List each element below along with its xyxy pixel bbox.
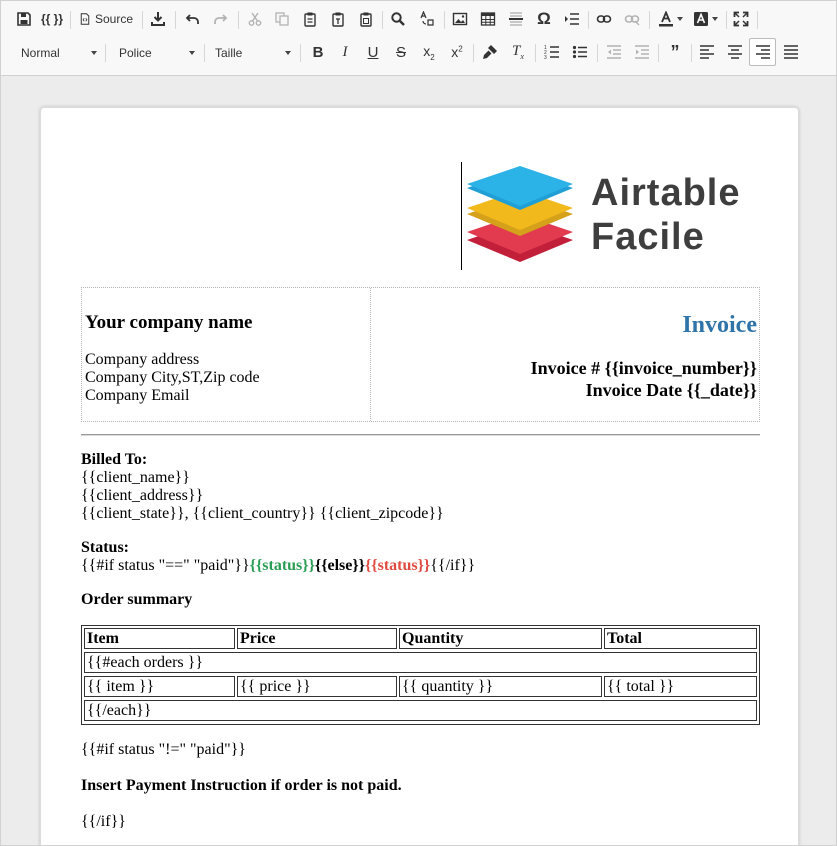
status-if-close: {{/if}} bbox=[430, 557, 476, 574]
status-heading: Status: bbox=[81, 539, 130, 556]
source-button[interactable] bbox=[76, 5, 136, 33]
indent-icon bbox=[634, 44, 650, 60]
client-address: {{client_address}} bbox=[81, 487, 204, 504]
align-center-icon bbox=[727, 44, 743, 60]
company-name: Your company name bbox=[85, 312, 253, 333]
editor-toolbar bbox=[1, 1, 836, 76]
logo-divider bbox=[461, 162, 462, 270]
ordered-list-icon bbox=[544, 44, 560, 60]
order-table bbox=[81, 625, 760, 725]
special-char-button[interactable] bbox=[533, 5, 555, 33]
toolbar-separator bbox=[691, 44, 692, 62]
font-select-value: Police bbox=[119, 46, 152, 60]
template-tags-button[interactable]: {{ }} bbox=[40, 12, 63, 26]
order-summary-heading: Order summary bbox=[81, 591, 193, 608]
toolbar-row-2 bbox=[1, 38, 836, 72]
payment-if-line: {{#if status "!=" "paid"}} bbox=[81, 741, 246, 758]
bulleted-list-button[interactable] bbox=[568, 38, 592, 66]
insert-image-button[interactable] bbox=[449, 5, 471, 33]
toolbar-separator bbox=[473, 44, 474, 62]
table-cell-quantity: {{ quantity }} bbox=[399, 676, 602, 697]
column-header-total: Total bbox=[604, 628, 757, 649]
svg-text:1: 1 bbox=[544, 45, 547, 51]
table-cell-total: {{ total }} bbox=[604, 676, 757, 697]
toolbar-separator bbox=[535, 44, 536, 62]
table-icon bbox=[480, 11, 496, 27]
copy-format-button[interactable] bbox=[478, 38, 502, 66]
clear-format-icon: $T_x$ bbox=[512, 43, 524, 61]
company-logo bbox=[461, 162, 761, 270]
column-header-price: Price bbox=[237, 628, 397, 649]
format-select[interactable] bbox=[15, 40, 101, 66]
clipboard-word-icon bbox=[358, 11, 374, 27]
page-break-icon bbox=[564, 11, 580, 27]
company-city: Company City,ST,Zip code bbox=[85, 369, 260, 386]
superscript-icon: $x^2$ bbox=[451, 44, 463, 60]
billed-to-heading: Billed To: bbox=[81, 451, 148, 468]
horizontal-line-button[interactable] bbox=[505, 5, 527, 33]
company-email: Company Email bbox=[85, 387, 190, 404]
paste-button[interactable] bbox=[299, 5, 321, 33]
magnifier-icon bbox=[390, 11, 406, 27]
redo-button[interactable] bbox=[208, 5, 232, 33]
undo-button[interactable] bbox=[181, 5, 205, 33]
invoice-number: Invoice # {{invoice_number}} bbox=[530, 358, 757, 378]
bold-button[interactable] bbox=[306, 38, 330, 66]
align-justify-button[interactable] bbox=[779, 38, 803, 66]
background-color-button[interactable] bbox=[689, 5, 721, 33]
clipboard-icon bbox=[302, 11, 318, 27]
paste-text-button[interactable] bbox=[327, 5, 349, 33]
chevron-down-icon bbox=[712, 17, 718, 21]
toolbar-separator bbox=[204, 44, 205, 62]
align-justify-icon bbox=[783, 44, 799, 60]
toolbar-separator bbox=[658, 44, 659, 62]
remove-format-button[interactable] bbox=[506, 38, 530, 66]
find-button[interactable] bbox=[387, 5, 409, 33]
chevron-down-icon bbox=[677, 17, 683, 21]
image-icon bbox=[452, 11, 468, 27]
insert-table-button[interactable] bbox=[477, 5, 499, 33]
header-table bbox=[81, 287, 760, 422]
svg-text:3: 3 bbox=[544, 55, 547, 60]
editor-canvas bbox=[1, 76, 836, 846]
logo-text-line-2: Facile bbox=[591, 216, 705, 258]
toolbar-separator bbox=[105, 44, 106, 62]
unlink-button[interactable] bbox=[621, 5, 643, 33]
text-color-icon bbox=[658, 11, 674, 27]
document-page[interactable] bbox=[40, 107, 799, 846]
horizontal-rule-icon bbox=[508, 11, 524, 27]
status-if-open: {{#if status "==" "paid"}} bbox=[81, 557, 250, 574]
invoice-info-cell bbox=[371, 288, 759, 421]
outdent-icon bbox=[606, 44, 622, 60]
company-address: Company address bbox=[85, 351, 200, 368]
paintbrush-icon bbox=[482, 44, 498, 60]
align-right-icon bbox=[755, 44, 771, 60]
status-condition bbox=[81, 557, 475, 575]
download-icon bbox=[150, 11, 166, 27]
toolbar-separator bbox=[175, 11, 176, 29]
source-code-icon bbox=[79, 13, 91, 25]
clipboard-text-icon bbox=[330, 11, 346, 27]
svg-text:2: 2 bbox=[544, 50, 547, 56]
toolbar-separator bbox=[726, 11, 727, 29]
toolbar-separator bbox=[142, 11, 143, 29]
chevron-down-icon bbox=[285, 51, 291, 55]
company-info-cell bbox=[82, 288, 371, 421]
toolbar-separator bbox=[444, 11, 445, 29]
format-select-value: Normal bbox=[21, 46, 60, 60]
client-location: {{client_state}}, {{client_country}} {{client_zipcode}} bbox=[81, 505, 444, 522]
divider-line bbox=[81, 434, 760, 436]
quote-icon: ” bbox=[670, 41, 680, 62]
size-select-value: Taille bbox=[215, 46, 243, 60]
table-cell-item: {{ item }} bbox=[84, 676, 235, 697]
toolbar-separator bbox=[382, 11, 383, 29]
column-header-item: Item bbox=[84, 628, 235, 649]
each-open-row: {{#each orders }} bbox=[84, 652, 757, 673]
page-break-button[interactable] bbox=[561, 5, 583, 33]
maximize-icon bbox=[733, 11, 749, 27]
paste-word-button[interactable] bbox=[355, 5, 377, 33]
layers-logo-icon bbox=[465, 164, 575, 264]
link-button[interactable] bbox=[593, 5, 615, 33]
status-unpaid-token: {{status}} bbox=[364, 557, 431, 574]
align-right-button[interactable] bbox=[749, 38, 776, 66]
subscript-button[interactable] bbox=[417, 38, 441, 66]
toolbar-separator bbox=[588, 11, 589, 29]
cut-button[interactable] bbox=[244, 5, 266, 33]
font-select[interactable] bbox=[113, 40, 199, 66]
replace-button[interactable] bbox=[415, 5, 439, 33]
each-close-row: {{/each}} bbox=[84, 700, 757, 721]
find-replace-icon bbox=[419, 11, 435, 27]
toolbar-separator bbox=[757, 11, 758, 29]
subscript-icon: $x_2$ bbox=[423, 42, 435, 62]
column-header-quantity: Quantity bbox=[399, 628, 602, 649]
copy-button[interactable] bbox=[271, 5, 293, 33]
link-icon bbox=[596, 11, 612, 27]
invoice-title: Invoice bbox=[682, 312, 757, 338]
toolbar-row-1 bbox=[1, 5, 836, 39]
scissors-icon bbox=[247, 11, 263, 27]
source-button-label: Source bbox=[94, 12, 134, 26]
toolbar-separator bbox=[70, 11, 71, 29]
status-else-token: {{else}} bbox=[314, 557, 365, 574]
chevron-down-icon bbox=[189, 51, 195, 55]
logo-text-line-1: Airtable bbox=[591, 172, 741, 214]
align-left-icon bbox=[699, 44, 715, 60]
numbered-list-button[interactable] bbox=[540, 38, 564, 66]
toolbar-separator bbox=[238, 11, 239, 29]
size-select[interactable] bbox=[209, 40, 295, 66]
invoice-date: Invoice Date {{_date}} bbox=[585, 380, 757, 400]
floppy-disk-icon bbox=[16, 11, 32, 27]
copy-icon bbox=[274, 11, 290, 27]
omega-icon: Ω bbox=[537, 9, 551, 28]
blockquote-button[interactable] bbox=[663, 38, 687, 66]
redo-icon bbox=[212, 11, 228, 27]
unlink-icon bbox=[624, 11, 640, 27]
toolbar-separator bbox=[300, 44, 301, 62]
align-left-button[interactable] bbox=[695, 38, 719, 66]
superscript-button[interactable] bbox=[445, 38, 469, 66]
indent-button[interactable] bbox=[630, 38, 654, 66]
strikethrough-button[interactable] bbox=[389, 38, 413, 66]
maximize-button[interactable] bbox=[730, 5, 752, 33]
payment-end-if: {{/if}} bbox=[81, 813, 126, 830]
italic-icon: I bbox=[342, 43, 348, 60]
chevron-down-icon bbox=[91, 51, 97, 55]
toolbar-separator bbox=[649, 11, 650, 29]
outdent-button[interactable] bbox=[602, 38, 626, 66]
underline-icon: U bbox=[367, 43, 379, 61]
table-cell-price: {{ price }} bbox=[237, 676, 397, 697]
payment-instruction: Insert Payment Instruction if order is not paid. bbox=[81, 777, 402, 794]
strikethrough-icon: S bbox=[395, 43, 406, 61]
italic-button[interactable] bbox=[333, 38, 357, 66]
undo-icon bbox=[185, 11, 201, 27]
bold-icon: B bbox=[312, 43, 324, 61]
status-paid-token: {{status}} bbox=[249, 557, 315, 574]
export-button[interactable] bbox=[147, 5, 169, 33]
background-color-icon bbox=[693, 11, 709, 27]
save-button[interactable] bbox=[13, 5, 35, 33]
underline-button[interactable] bbox=[361, 38, 385, 66]
align-center-button[interactable] bbox=[723, 38, 747, 66]
text-color-button[interactable] bbox=[654, 5, 686, 33]
unordered-list-icon bbox=[572, 44, 588, 60]
client-name: {{client_name}} bbox=[81, 469, 190, 486]
toolbar-separator bbox=[597, 44, 598, 62]
